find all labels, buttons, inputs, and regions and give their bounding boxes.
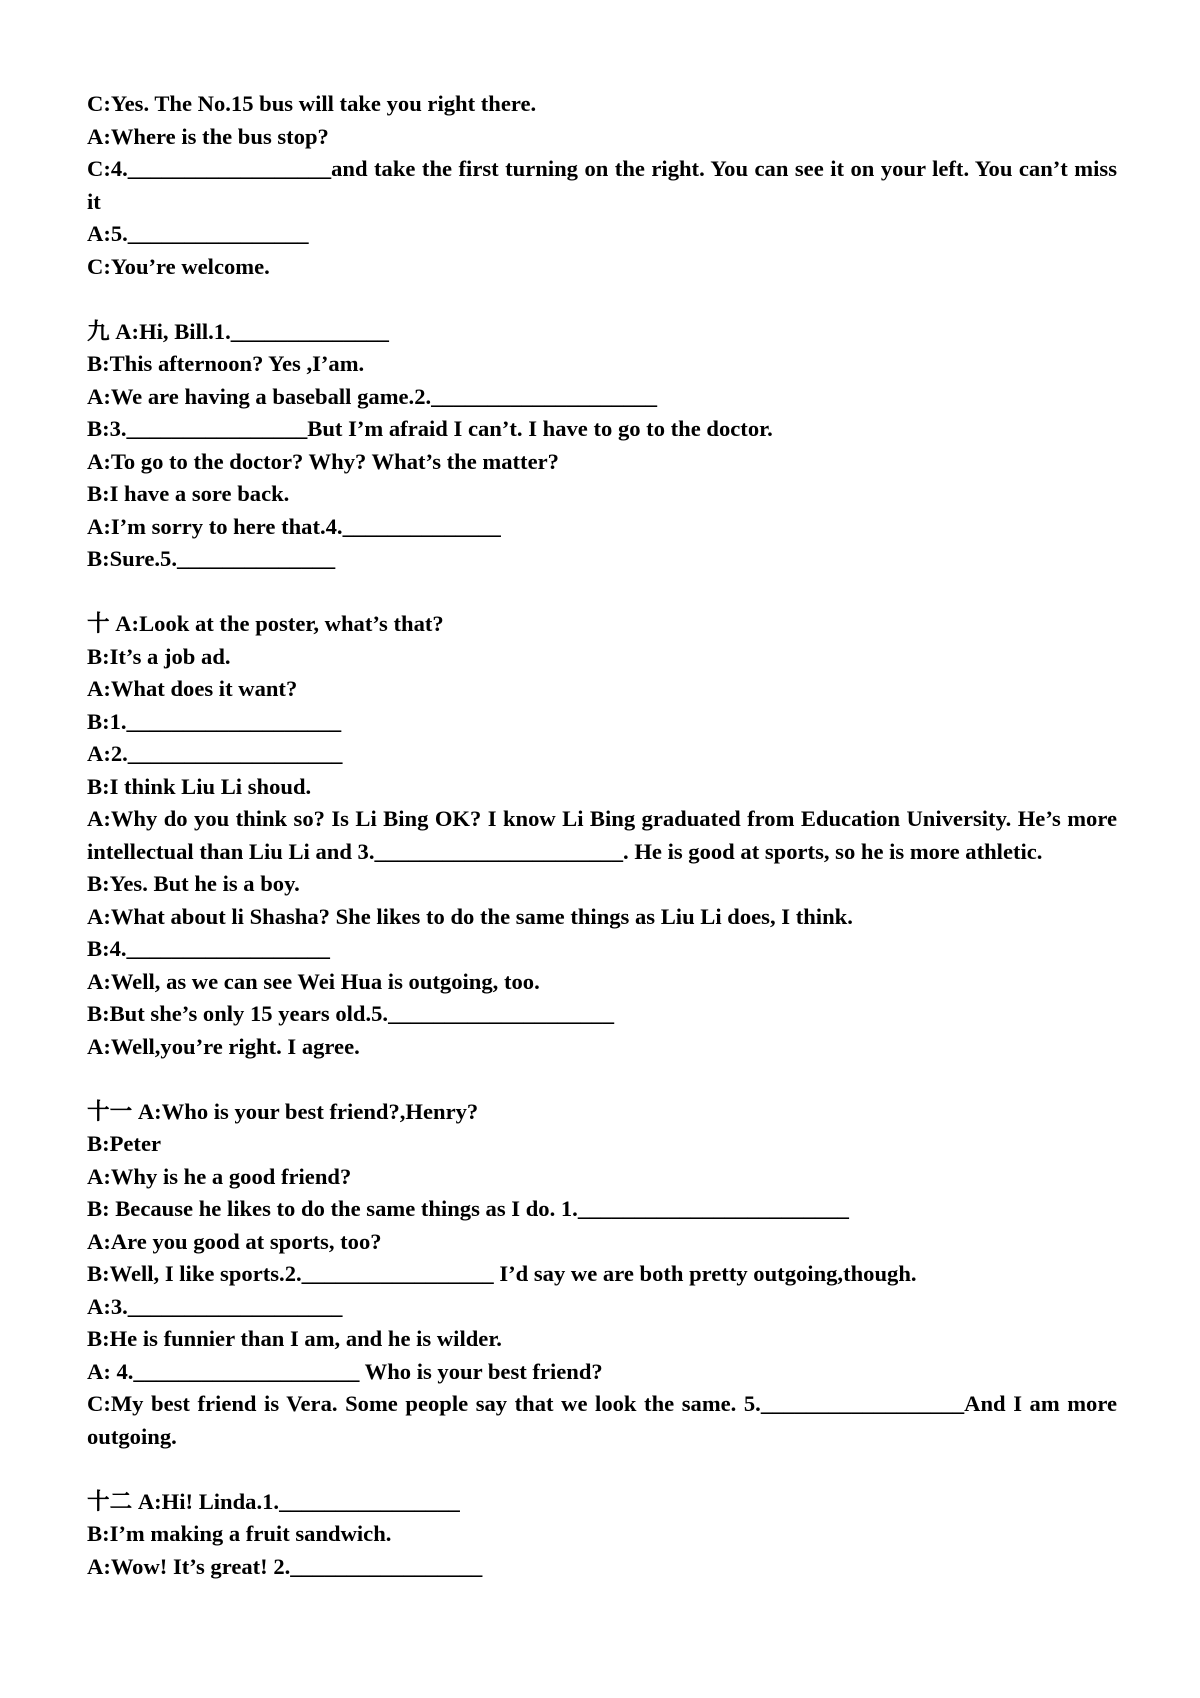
- document-page: [87, 88, 1117, 1583]
- dialogue-line: A:Well, as we can see Wei Hua is outgoing, too.: [87, 968, 540, 994]
- dialogue-line: A:To go to the doctor? Why? What’s the matter?: [87, 448, 559, 474]
- dialogue-line: A:2.___________________: [87, 741, 343, 766]
- section-9: [87, 316, 1117, 576]
- dialogue-line: B:I’m making a fruit sandwich.: [87, 1521, 392, 1546]
- dialogue-line: B:I think Liu Li shoud.: [87, 773, 312, 799]
- dialogue-line: C:Yes. The No.15 bus will take you right there.: [87, 91, 537, 116]
- section-10: [87, 608, 1117, 1063]
- dialogue-line: C:You’re welcome.: [87, 253, 270, 279]
- section-heading-line: 十 A:Look at the poster, what’s that?: [87, 611, 444, 636]
- dialogue-line: A:We are having a baseball game.2.____________________: [87, 383, 658, 409]
- dialogue-line: A:Are you good at sports, too?: [87, 1228, 382, 1254]
- dialogue-line: A:Wow! It’s great! 2._________________: [87, 1553, 483, 1579]
- section-12: [87, 1486, 1117, 1584]
- dialogue-line: B:It’s a job ad.: [87, 643, 231, 669]
- dialogue-line: A:5.________________: [87, 221, 309, 246]
- dialogue-line: B:Peter: [87, 1131, 162, 1156]
- dialogue-line: C:My best friend is Vera. Some people say that we look the same. 5.__________________And I am more outgoing.: [87, 1391, 1117, 1449]
- dialogue-line: B:This afternoon? Yes ,I’am.: [87, 351, 365, 376]
- dialogue-line: A:Why do you think so? Is Li Bing OK? I know Li Bing graduated from Education University. He’s more intellectual than Liu Li and 3.______________________. He is good at sports, so he is more athletic.: [87, 806, 1117, 864]
- dialogue-line: B:3.________________But I’m afraid I can’t. I have to go to the doctor.: [87, 416, 773, 441]
- dialogue-line: B:4.__________________: [87, 936, 330, 961]
- dialogue-line: A:Where is the bus stop?: [87, 123, 329, 149]
- dialogue-line: A:I’m sorry to here that.4.______________: [87, 513, 501, 539]
- dialogue-line: A:3.___________________: [87, 1293, 343, 1319]
- dialogue-line: A: 4.____________________ Who is your best friend?: [87, 1358, 603, 1384]
- dialogue-line: B:But she’s only 15 years old.5.____________________: [87, 1001, 615, 1026]
- dialogue-line: B:1.___________________: [87, 708, 342, 734]
- section-8-end: [87, 88, 1117, 283]
- dialogue-line: B:Sure.5.______________: [87, 546, 336, 571]
- dialogue-line: B:He is funnier than I am, and he is wilder.: [87, 1326, 502, 1351]
- dialogue-line: A:What does it want?: [87, 676, 298, 701]
- dialogue-line: C:4.__________________and take the first turning on the right. You can see it on your left. You can’t miss it: [87, 156, 1117, 214]
- dialogue-line: B:Yes. But he is a boy.: [87, 871, 300, 896]
- section-heading-line: 十一 A:Who is your best friend?,Henry?: [87, 1098, 479, 1124]
- dialogue-line: A:Well,you’re right. I agree.: [87, 1033, 360, 1059]
- section-11: [87, 1096, 1117, 1454]
- dialogue-line: B:Well, I like sports.2._________________ I’d say we are both pretty outgoing,though.: [87, 1261, 917, 1286]
- dialogue-line: A:Why is he a good friend?: [87, 1163, 352, 1189]
- dialogue-line: A:What about li Shasha? She likes to do the same things as Liu Li does, I think.: [87, 903, 853, 929]
- section-heading-line: 十二 A:Hi! Linda.1.________________: [87, 1488, 460, 1514]
- section-heading-line: 九 A:Hi, Bill.1.______________: [87, 318, 389, 344]
- dialogue-line: B:I have a sore back.: [87, 481, 290, 506]
- dialogue-line: B: Because he likes to do the same things as I do. 1.________________________: [87, 1196, 849, 1221]
